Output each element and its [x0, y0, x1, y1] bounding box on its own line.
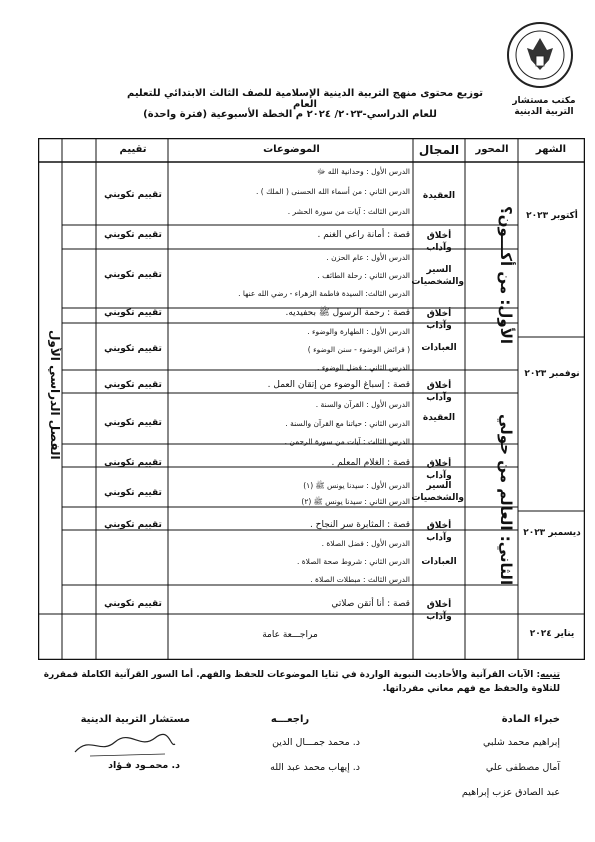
- row-evaluation: تقييم تكويني: [104, 344, 162, 354]
- row-topic-line: قصة : رحمة الرسول ﷺ بحفيديه.: [285, 308, 410, 318]
- row-domain: أخلاق وآداب: [426, 600, 452, 622]
- office-line2: التربية الدينية: [514, 107, 574, 117]
- row-domain: أخلاق وآداب: [426, 231, 452, 253]
- row-topic-line: الدرس الثالث : آيات من سورة الرحمن .: [284, 437, 410, 446]
- experts-title: خبراء المادة: [501, 714, 560, 725]
- row-topic-line: الدرس الأول : القرآن والسنة .: [315, 400, 410, 409]
- row-topic-line: الدرس الأول : عام الحزن .: [326, 253, 410, 262]
- row-domain: السير والشخصيات: [411, 265, 464, 287]
- reviewer-name: د. محمد جمـــال الدين: [272, 737, 360, 748]
- row-topic-line: الدرس الأول : وحدانية الله ﷻ: [317, 167, 410, 176]
- expert-name: آمال مصطفى علي: [485, 762, 560, 773]
- axis2-label: الثاني: العالم من حولي: [497, 414, 515, 586]
- month-december: ديسمبر ٢٠٢٣: [523, 528, 581, 538]
- row-evaluation: تقييم تكويني: [104, 308, 162, 318]
- row-evaluation: تقييم تكويني: [104, 270, 162, 280]
- row-evaluation: تقييم تكويني: [104, 520, 162, 530]
- header-month: الشهر: [535, 144, 567, 155]
- row-evaluation: تقييم تكويني: [104, 190, 162, 200]
- row-topic-line: الدرس الأول : سيدنا يونس ﷺ (١): [303, 481, 410, 490]
- row-domain: العقيدة: [422, 191, 456, 201]
- row-evaluation: تقييم تكويني: [104, 418, 162, 428]
- ministry-logo-icon: [505, 20, 575, 90]
- row-topic-line: قصة : أنا أتقن صلاتي: [331, 599, 410, 609]
- reviewer-name: د. إيهاب محمد عبد الله: [270, 762, 360, 773]
- row-topic-line: قصة : الغلام المعلم .: [331, 458, 410, 468]
- row-topic-line: الدرس الأول : فضل الصلاة .: [321, 539, 410, 548]
- row-topic-line: الدرس الثاني : رحلة الطائف .: [317, 271, 410, 280]
- row-topic-line: الدرس الثاني : سيدنا يونس ﷺ (٢): [301, 497, 410, 506]
- header-domain: المجال: [418, 143, 460, 157]
- row-topic-line: الدرس الثالث : آيات من سورة الحشر .: [287, 207, 410, 216]
- office-name: [505, 96, 583, 118]
- row-evaluation: تقييم تكويني: [104, 230, 162, 240]
- row-topic-line: قصة : المثابرة سر النجاح .: [309, 520, 410, 530]
- advisor-name: د. محمـود فـؤاد: [108, 760, 180, 771]
- expert-name: إبراهيم محمد شلبي: [483, 737, 560, 748]
- row-topic-line: الدرس الأول : الطهارة والوضوء .: [307, 327, 410, 336]
- header-axis: المحور: [475, 144, 509, 155]
- header-evaluation: تقييم: [119, 144, 147, 155]
- row-evaluation: تقييم تكويني: [104, 380, 162, 390]
- row-topic-line: الدرس الثالث : مبطلات الصلاة .: [310, 575, 410, 584]
- advisor-title: مستشار التربية الدينية: [80, 714, 190, 725]
- row-domain: العقيدة: [422, 413, 456, 423]
- row-topic-line: الدرس الثاني : حياتنا مع القرآن والسنة .: [285, 419, 410, 428]
- advisor-signature-icon: [70, 730, 180, 760]
- row-topic-line: قصة : إسباغ الوضوء من إتقان العمل .: [267, 380, 410, 390]
- header-topics: الموضوعات: [263, 144, 320, 155]
- row-topic-line: ( فرائض الوضوء - سنن الوضوء ): [307, 345, 410, 354]
- row-evaluation: تقييم تكويني: [104, 458, 162, 468]
- row-topic-line: قصة : أمانة راعي الغنم .: [317, 230, 410, 240]
- month-october: أكتوبر ٢٠٢٣: [526, 211, 578, 221]
- row-domain: أخلاق وآداب: [426, 309, 452, 331]
- document-subtitle: للعام الدراسي-٢٠٢٣/ ٢٠٢٤ م الخطة الأسبوعية (فترة واحدة): [143, 109, 437, 120]
- row-topic-line: الدرس الثاني : شروط صحة الصلاة .: [296, 557, 410, 566]
- row-domain: العبادات: [421, 557, 457, 567]
- month-november: نوفمبر ٢٠٢٣: [524, 369, 580, 379]
- row-topic-line: الدرس الثاني : فضل الوضوء .: [317, 363, 410, 372]
- note-text: : الآيات القرآنية والأحاديث النبوية الواردة في ثنايا الموضوعات للحفظ والفهم. أما السور القرآنية الكاملة فمقررة للتلاوة والحفظ مع فهم معاني مفرداتها.: [43, 670, 560, 694]
- row-topic-line: الدرس الثالث: السيدة فاطمة الزهراء - رضي الله عنها .: [238, 289, 410, 298]
- row-evaluation: تقييم تكويني: [104, 599, 162, 609]
- office-line1: مكتب مستشار: [512, 96, 576, 106]
- row-domain: أخلاق وآداب: [426, 381, 452, 403]
- row-domain: أخلاق وآداب: [426, 459, 452, 481]
- row-topic-line: الدرس الثاني : من أسماء الله الحسنى ( الملك ) .: [256, 187, 410, 196]
- row-domain: السير والشخصيات: [411, 481, 464, 503]
- row-domain: العبادات: [421, 343, 457, 353]
- note-label: تنبيه: [540, 670, 560, 680]
- semester-label: الفصل الدراسي الأول: [48, 330, 62, 460]
- document-title: توزيع محتوى منهج التربية الدينية الإسلامية للصف الثالث الابتدائي للتعليم العام: [127, 88, 483, 110]
- expert-name: عبد الصادق عزب إبراهيم: [461, 787, 560, 798]
- row-evaluation: تقييم تكويني: [104, 488, 162, 498]
- axis1-label: الأول: من أكـــون؟: [497, 205, 515, 345]
- month-january: يناير ٢٠٢٤: [529, 629, 575, 639]
- row-domain: أخلاق وآداب: [426, 521, 452, 543]
- note-paragraph: [40, 668, 560, 696]
- row-topic-line: مراجـــعة عامة: [262, 630, 318, 640]
- reviewers-title: راجعـــه: [270, 714, 310, 725]
